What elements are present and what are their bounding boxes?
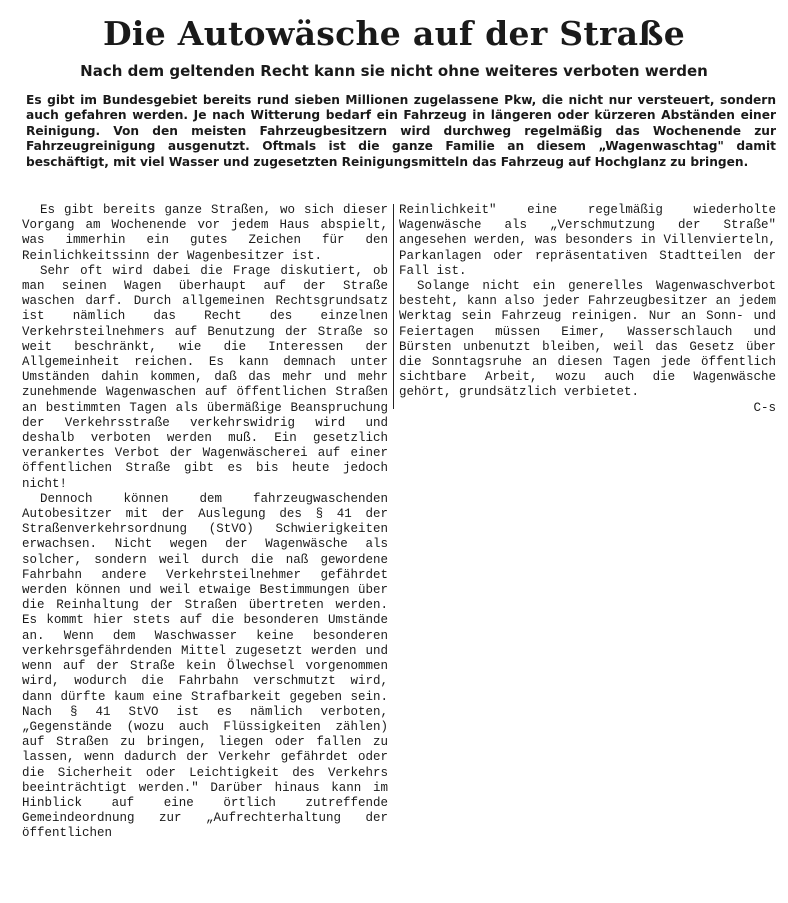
body-paragraph: Reinlichkeit" eine regelmäßig wiederholte Wagenwäsche als „Verschmutzung der Straße" angesehen werden, was besonders in Villenvierteln, Parkanlagen oder repräsentativen Stadtteilen der Fall ist. [399, 203, 776, 278]
lead-paragraph: Es gibt im Bundesgebiet bereits rund sieben Millionen zugelassene Pkw, die nicht nur versteuert, sondern auch gefahren werden. Je nach Witterung bedarf ein Fahrzeug in längeren oder kürzeren Abständen einer Reinigung. Von den meisten Fahrzeugbesitzern wird durchweg regelmäßig das Wochenende zur Fahrzeugreinigung ausgenutzt. Oftmals ist die ganze Familie an diesem „Wagenwaschtag" damit beschäftigt, mit viel Wasser und zugesetzten Reinigungsmitteln das Fahrzeug auf Hochglanz zu bringen. [26, 93, 776, 169]
subheadline: Nach dem geltenden Recht kann sie nicht ohne weiteres verboten werden [80, 62, 708, 80]
body-paragraph: Es gibt bereits ganze Straßen, wo sich dieser Vorgang am Wochenende vor jedem Haus abspielt, was immerhin ein gutes Zeichen für den Reinlichkeitssinn der Wagenbesitzer ist. [22, 203, 388, 263]
column-divider [393, 204, 394, 409]
author-signature: C-s [753, 400, 776, 415]
body-paragraph: Dennoch können dem fahrzeugwaschenden Autobesitzer mit der Auslegung des § 41 der Straßenverkehrsordnung (StVO) Schwierigkeiten erwachsen. Nicht wegen der Wagenwäsche als solcher, sondern weil durch die naß gewordene Fahrbahn andere Verkehrsteilnehmer gefährdet werden können und weil etwaige Bestimmungen über die Reinhaltung der Straßen übertreten werden. Es kommt hier stets auf die besonderen Umstände an. Wenn dem Waschwasser keine besonderen verkehrsgefährdenden Mittel zugesetzt werden und wenn auf der Straße kein Ölwechsel vorgenommen wird, wodurch die Fahrbahn verschmutzt wird, dann dürfte kaum eine Strafbarkeit gegeben sein. Nach § 41 StVO ist es nämlich verboten, „Gegenstände (wozu auch Flüssigkeiten zählen) auf Straßen zu bringen, liegen oder fallen zu lassen, wenn dadurch der Verkehr gefährdet oder die Sicherheit oder Leichtigkeit des Verkehrs beeinträchtigt werden." Darüber hinaus kann im Hinblick auf eine örtlich zutreffende Gemeindeordnung zur „Aufrechterhaltung der öffentlichen [22, 491, 388, 841]
headline: Die Autowäsche auf der Straße [102, 14, 686, 53]
right-column [399, 203, 776, 416]
body-paragraph: Solange nicht ein generelles Wagenwaschverbot besteht, kann also jeder Fahrzeugbesitzer an jedem Werktag sein Fahrzeug reinigen. Nur an Sonn- und Feiertagen müssen Eimer, Wasserschlauch und Bürsten unbenutzt bleiben, weil das Gesetz über die Sonntagsruhe an diesen Tagen jede öffentlich sichtbare Arbeit, wozu auch die Wagenwäsche gehört, grundsätzlich verbietet. [399, 279, 776, 400]
body-paragraph: Sehr oft wird dabei die Frage diskutiert, ob man seinen Wagen überhaupt auf der Straße waschen darf. Durch allgemeinen Rechtsgrundsatz ist nämlich das Recht des einzelnen Verkehrsteilnehmers auf Benutzung der Straße so weit beschränkt, wie die Interessen der Allgemeinheit reichen. Es kann demnach unter Umständen dahin kommen, daß das mehr und mehr zunehmende Wagenwaschen auf öffentlichen Straßen an bestimmten Tagen als übermäßige Beanspruchung der Verkehrsstraße verkehrswidrig wird und deshalb verboten werden muß. Ein gesetzlich verankertes Verbot der Wagenwäscherei auf einer öffentlichen Straße gibt es bis heute jedoch nicht! [22, 263, 388, 491]
left-column [22, 203, 388, 842]
